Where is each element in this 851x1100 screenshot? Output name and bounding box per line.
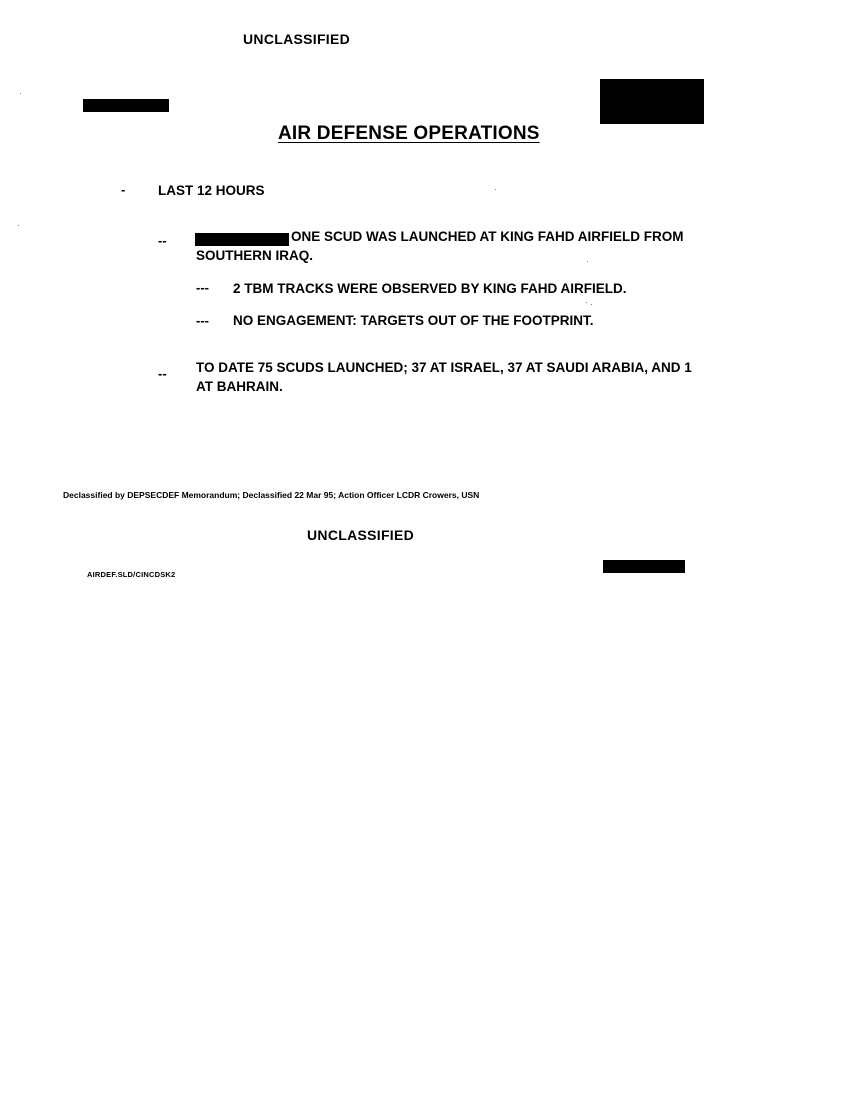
bullet-scud-total-line2: AT BAHRAIN. [196,379,283,394]
redaction-block-inline [195,233,289,246]
page-title: AIR DEFENSE OPERATIONS [278,123,540,144]
scan-speck [20,93,21,94]
sub-bullet-no-engagement: NO ENGAGEMENT: TARGETS OUT OF THE FOOTPRINT. [233,313,594,328]
redaction-block-footer [603,560,685,573]
bullet-marker: -- [158,366,167,381]
bullet-scud-total-line1: TO DATE 75 SCUDS LAUNCHED; 37 AT ISRAEL, 37 AT SAUDI ARABIA, AND 1 [196,360,692,375]
declassification-note: Declassified by DEPSECDEF Memorandum; Declassified 22 Mar 95; Action Officer LCDR Crowers, USN [63,490,480,500]
sub-bullet-tbm-tracks: 2 TBM TRACKS WERE OBSERVED BY KING FAHD AIRFIELD. [233,281,627,296]
bullet-scud-launch-line1: ONE SCUD WAS LAUNCHED AT KING FAHD AIRFIELD FROM [291,229,684,244]
scan-speck [591,304,592,305]
sub-bullet-marker: --- [196,280,209,295]
bullet-scud-launch-line2: SOUTHERN IRAQ. [196,248,314,263]
scan-speck [495,189,496,190]
classification-header: UNCLASSIFIED [243,31,351,47]
sub-bullet-marker: --- [196,313,209,328]
bullet-last-12-hours: LAST 12 HOURS [158,183,265,198]
scan-speck [18,225,19,226]
classification-footer: UNCLASSIFIED [307,527,415,543]
scan-speck [587,261,588,262]
bullet-marker: -- [158,233,167,248]
scan-speck [586,302,587,303]
redaction-block-left [83,99,169,112]
file-identifier: AIRDEF.SLD/CINCDSK2 [87,570,176,579]
bullet-marker: - [121,182,126,197]
redaction-block-right [600,79,704,124]
